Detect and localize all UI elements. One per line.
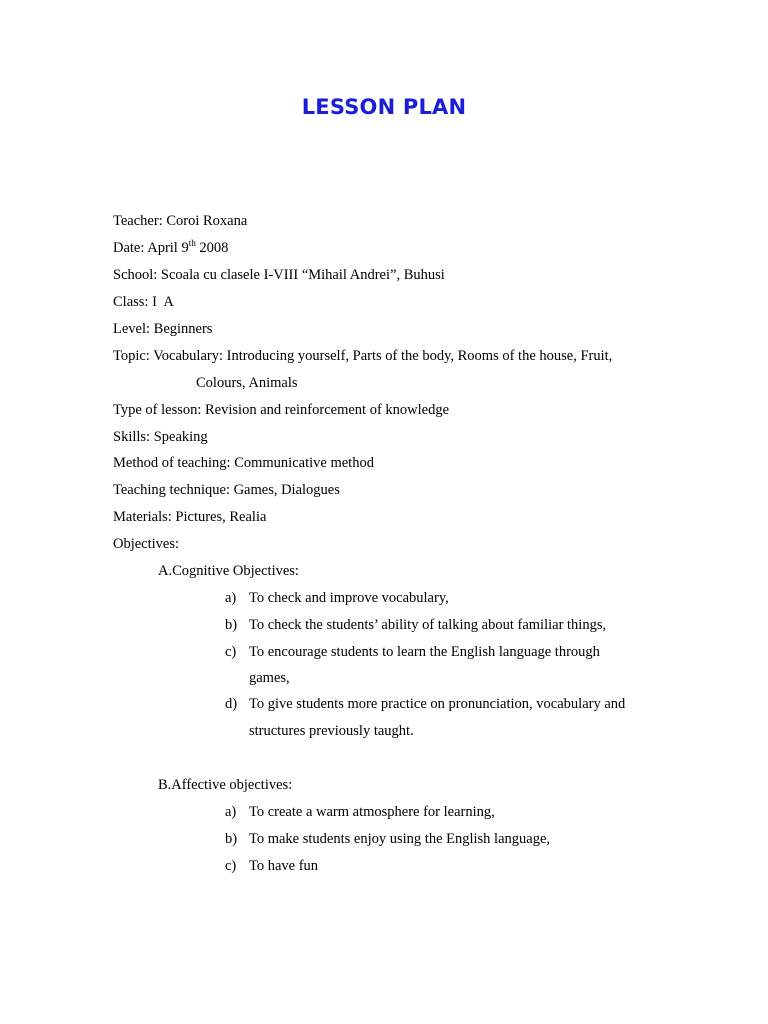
- affective-item-c-label: c): [225, 858, 237, 874]
- affective-item-b-label: b): [225, 831, 238, 847]
- affective-objectives-heading: B.Affective objectives:: [158, 777, 293, 793]
- cognitive-item-c-text-1: To encourage students to learn the English language through: [249, 644, 600, 660]
- technique-line: Teaching technique: Games, Dialogues: [113, 482, 340, 498]
- page-title: LESSON PLAN: [301, 95, 467, 119]
- topic-line-2: Colours, Animals: [196, 375, 298, 391]
- date-line: [113, 239, 228, 257]
- affective-item-b-text: To make students enjoy using the English language,: [249, 831, 551, 847]
- affective-item-a-text: To create a warm atmosphere for learning,: [249, 804, 495, 820]
- cognitive-objectives-heading: A.Cognitive Objectives:: [158, 563, 299, 579]
- type-of-lesson-line: Type of lesson: Revision and reinforcement of knowledge: [113, 402, 450, 418]
- date-prefix: Date: April 9: [113, 240, 189, 256]
- cognitive-item-d-text-1: To give students more practice on pronunciation, vocabulary and: [249, 696, 626, 712]
- objectives-label: Objectives:: [113, 536, 180, 552]
- materials-line: Materials: Pictures, Realia: [113, 509, 267, 525]
- cognitive-item-c-text-2: games,: [249, 670, 290, 686]
- level-line: Level: Beginners: [113, 321, 213, 337]
- cognitive-item-b-label: b): [225, 617, 238, 633]
- teacher-line: Teacher: Coroi Roxana: [113, 213, 248, 229]
- affective-item-c-text: To have fun: [249, 858, 319, 874]
- class-line: Class: I A: [113, 294, 174, 310]
- method-line: Method of teaching: Communicative method: [113, 455, 374, 471]
- cognitive-item-a-label: a): [225, 590, 237, 606]
- skills-line: Skills: Speaking: [113, 429, 208, 445]
- date-superscript: th: [188, 238, 196, 249]
- cognitive-item-d-label: d): [225, 696, 238, 712]
- topic-line-1: Topic: Vocabulary: Introducing yourself, Parts of the body, Rooms of the house, Fruit,: [113, 348, 613, 364]
- cognitive-item-b-text: To check the students’ ability of talking about familiar things,: [249, 617, 607, 633]
- affective-item-a-label: a): [225, 804, 237, 820]
- cognitive-item-c-label: c): [225, 644, 237, 660]
- cognitive-item-a-text: To check and improve vocabulary,: [249, 590, 449, 606]
- date-suffix: 2008: [195, 240, 229, 256]
- cognitive-item-d-text-2: structures previously taught.: [249, 723, 414, 739]
- school-line: School: Scoala cu clasele I-VIII “Mihail Andrei”, Buhusi: [113, 267, 445, 283]
